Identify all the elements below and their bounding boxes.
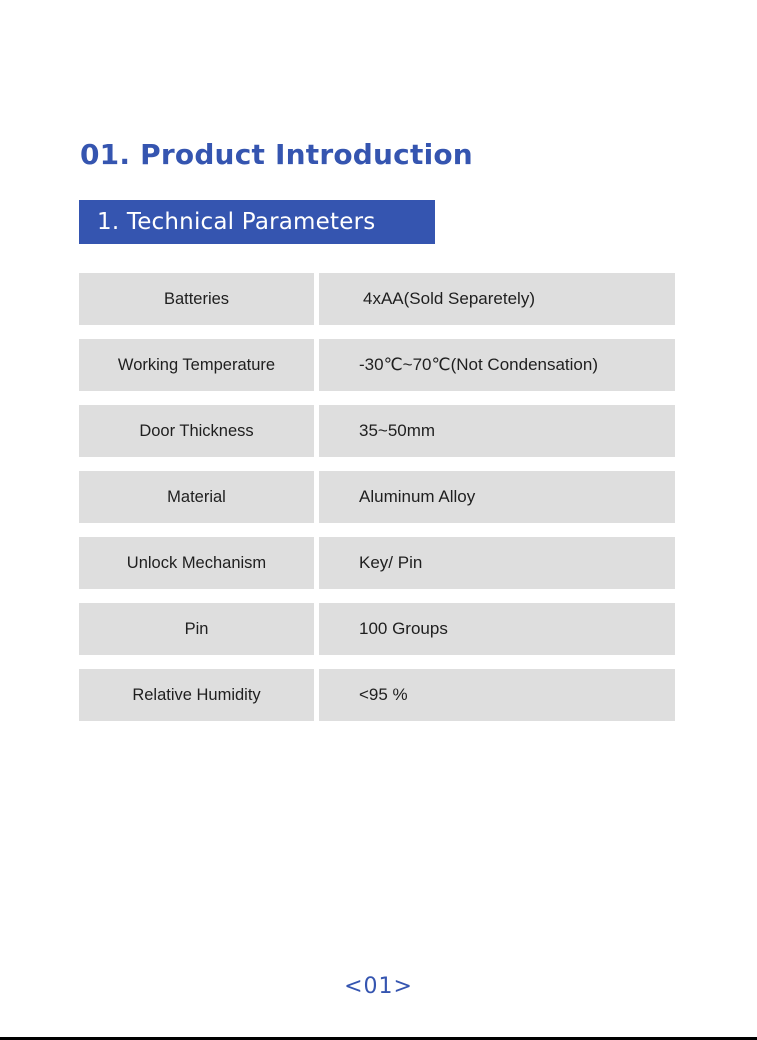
subsection-title: 1. Technical Parameters xyxy=(97,209,376,235)
parameter-value: 35~50mm xyxy=(319,405,675,457)
table-row xyxy=(79,405,675,457)
parameters-table xyxy=(79,273,675,721)
page-number: <01> xyxy=(344,974,413,999)
parameter-name: Relative Humidity xyxy=(79,669,314,721)
parameter-name: Unlock Mechanism xyxy=(79,537,314,589)
table-row xyxy=(79,273,675,325)
parameter-name: Working Temperature xyxy=(79,339,314,391)
table-row xyxy=(79,537,675,589)
parameter-name: Pin xyxy=(79,603,314,655)
parameter-value: -30℃~70℃(Not Condensation) xyxy=(319,339,675,391)
parameter-value: 100 Groups xyxy=(319,603,675,655)
table-row xyxy=(79,471,675,523)
parameter-value: Aluminum Alloy xyxy=(319,471,675,523)
parameter-name: Door Thickness xyxy=(79,405,314,457)
parameter-value: <95 % xyxy=(319,669,675,721)
parameter-name: Batteries xyxy=(79,273,314,325)
table-row xyxy=(79,339,675,391)
page-title: 01. Product Introduction xyxy=(80,138,473,171)
parameter-name: Material xyxy=(79,471,314,523)
table-row xyxy=(79,603,675,655)
subsection-banner xyxy=(79,200,435,244)
parameter-value: Key/ Pin xyxy=(319,537,675,589)
table-row xyxy=(79,669,675,721)
parameter-value: 4xAA(Sold Separetely) xyxy=(319,273,675,325)
